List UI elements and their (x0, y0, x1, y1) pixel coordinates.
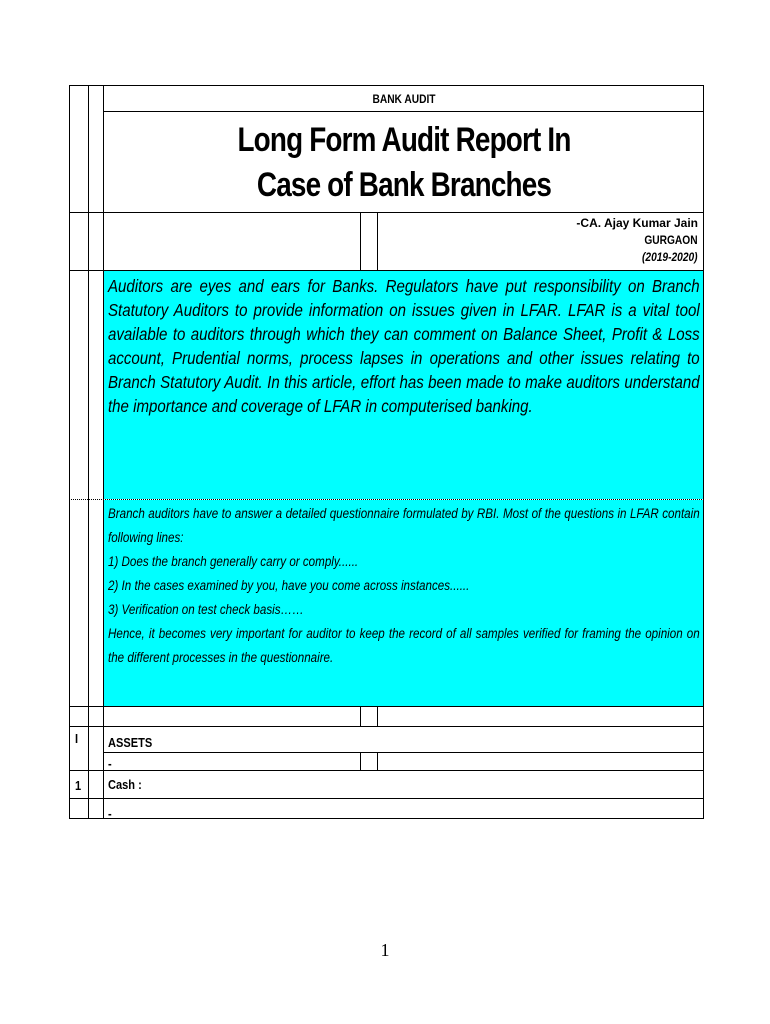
author-year: (2019-2020) (642, 250, 698, 264)
author-row-divider-b (377, 212, 378, 270)
row-label-cash: Cash : (108, 777, 142, 792)
page-title (158, 118, 650, 208)
row-divider-4 (69, 798, 704, 799)
spacer-row-divider-a (360, 706, 361, 726)
row-label-assets: ASSETS (108, 735, 153, 750)
title-line-1: Long Form Audit Report In (237, 121, 571, 159)
table-left-border (69, 85, 70, 818)
intro-top-border (69, 270, 704, 271)
table-right-border (703, 85, 704, 818)
details-closing: Hence, it becomes very important for auditor to keep the record of all samples verified for framing the opinion on the different processes in the questionnaire. (108, 626, 700, 665)
details-item-2: 2) In the cases examined by you, have you come across instances...... (108, 578, 470, 593)
title-line-2: Case of Bank Branches (256, 166, 552, 204)
details-bottom-border (69, 706, 704, 707)
row-divider-1 (69, 726, 704, 727)
author-row-divider-a (360, 212, 361, 270)
title-bottom-border (69, 212, 704, 213)
details-lead: Branch auditors have to answer a detailed questionnaire formulated by RBI. Most of the questions in LFAR contain following lines: (108, 506, 700, 545)
row-divider-3 (103, 752, 703, 753)
row-note-assets: - (108, 756, 112, 771)
assets-row-divider-a (360, 752, 361, 770)
row-number-assets: I (75, 731, 79, 746)
row-divider-2 (69, 770, 704, 771)
row-number-cash: 1 (75, 778, 82, 793)
details-paragraph (108, 502, 700, 670)
row-note-cash: - (108, 806, 112, 821)
details-item-1: 1) Does the branch generally carry or comply...... (108, 554, 359, 569)
details-item-3: 3) Verification on test check basis…… (108, 602, 304, 617)
author-name: -CA. Ajay Kumar Jain (576, 216, 698, 230)
header-label: BANK AUDIT (372, 92, 436, 106)
intro-paragraph: Auditors are eyes and ears for Banks. Regulators have put responsibility on Branch Statutory Auditors to provide information on issues given in LFAR. LFAR is a vital tool available to auditors through which they can comment on Balance Sheet, Profit & Loss account, Prudential norms, process lapses in operations and other issues relating to Branch Statutory Audit. In this article, effort has been made to make auditors understand the importance and coverage of LFAR in computerised banking. (108, 276, 700, 416)
spacer-row-divider-b (377, 706, 378, 726)
assets-row-divider-b (377, 752, 378, 770)
table-bottom-border (69, 818, 704, 819)
table-column-divider-1 (88, 85, 89, 818)
author-block (576, 215, 698, 266)
page-number: 1 (380, 940, 390, 960)
author-city: GURGAON (644, 233, 698, 247)
